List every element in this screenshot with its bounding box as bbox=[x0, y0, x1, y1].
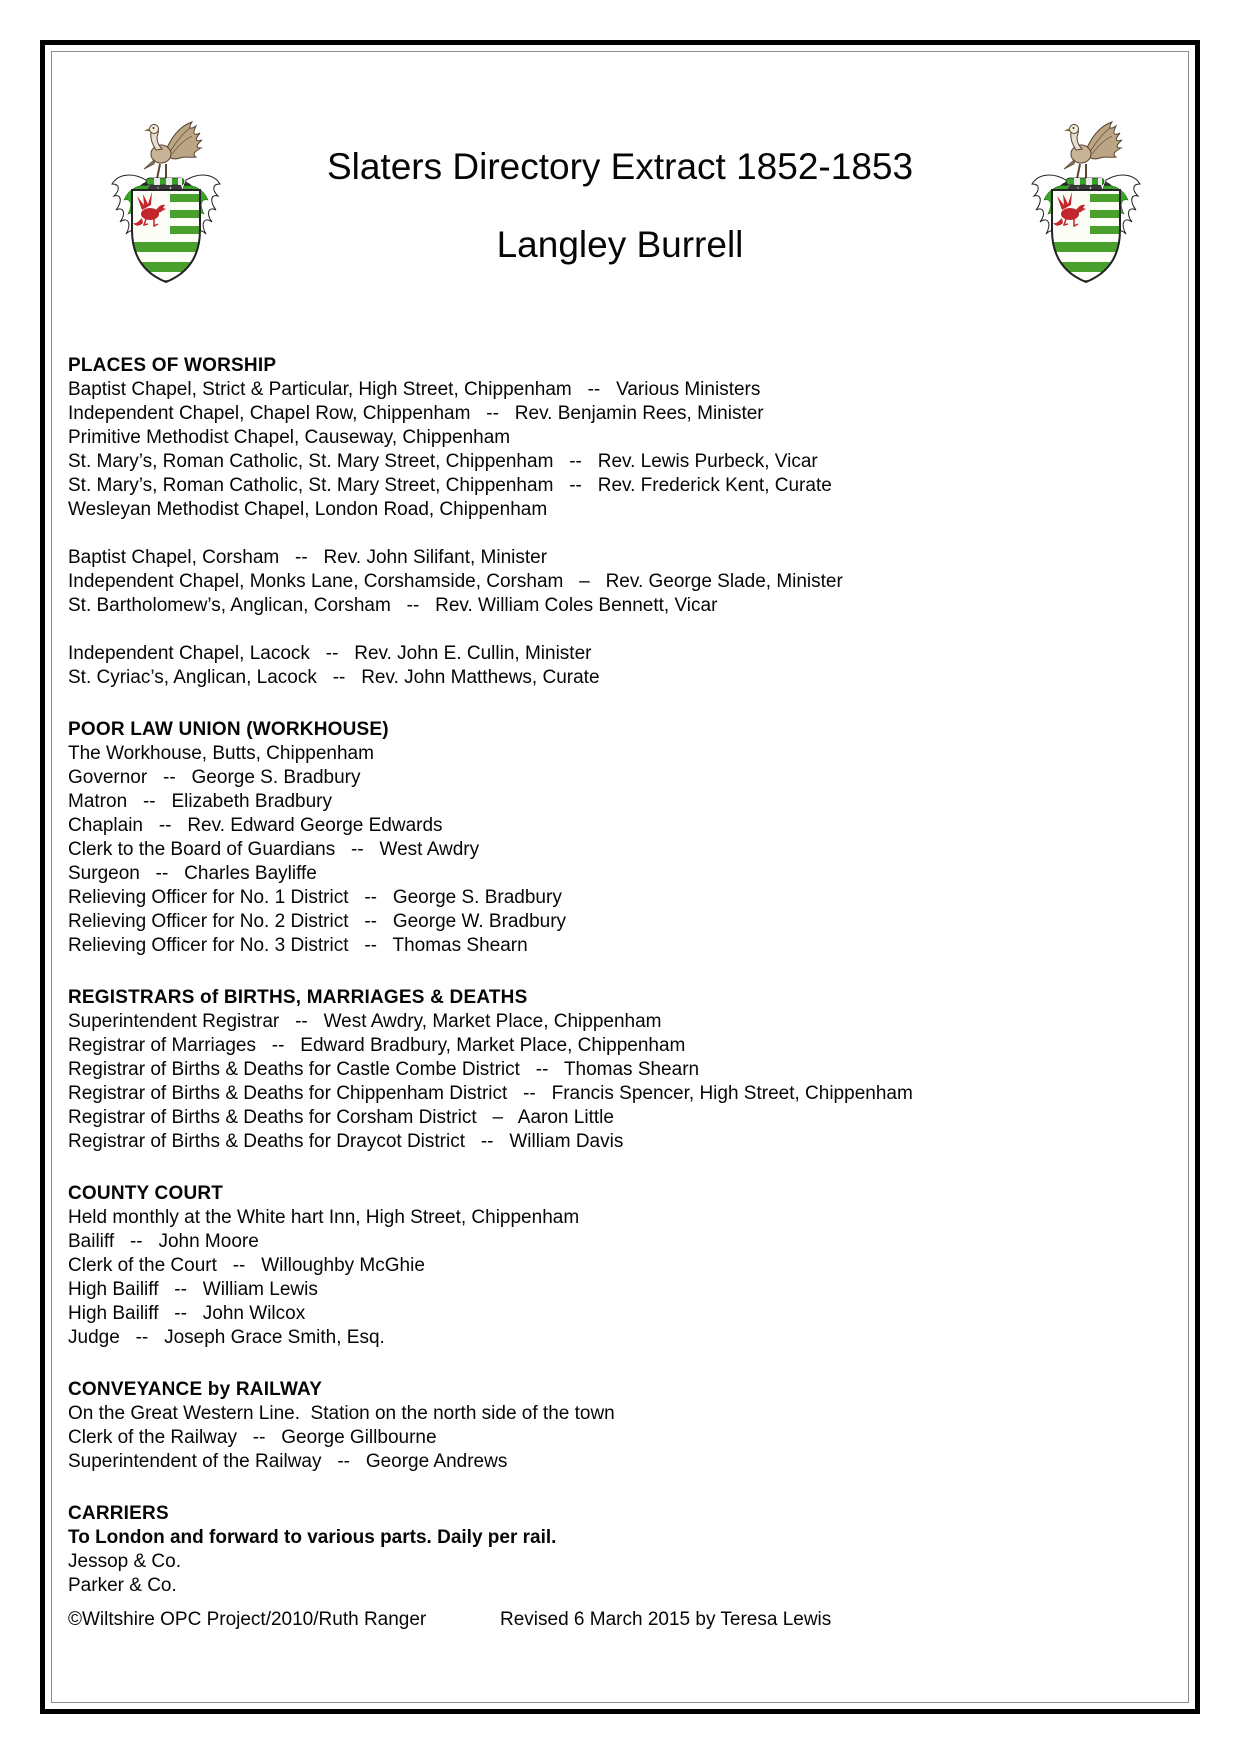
directory-line: Relieving Officer for No. 3 District -- Thomas Shearn bbox=[68, 935, 528, 956]
directory-line: Clerk to the Board of Guardians -- West Awdry bbox=[68, 839, 480, 860]
directory-line: Governor -- George S. Bradbury bbox=[68, 767, 361, 788]
directory-line: The Workhouse, Butts, Chippenham bbox=[68, 743, 374, 764]
directory-line: Bailiff -- John Moore bbox=[68, 1231, 259, 1252]
section-heading: COUNTY COURT bbox=[68, 1183, 224, 1204]
directory-content bbox=[68, 354, 1184, 1632]
directory-line: Registrar of Births & Deaths for Castle Combe District -- Thomas Shearn bbox=[68, 1059, 700, 1080]
directory-line: Surgeon -- Charles Bayliffe bbox=[68, 863, 317, 884]
directory-line: Registrar of Births & Deaths for Draycot District -- William Davis bbox=[68, 1131, 624, 1152]
directory-line: To London and forward to various parts. Daily per rail. bbox=[68, 1527, 557, 1548]
directory-line: Chaplain -- Rev. Edward George Edwards bbox=[68, 815, 443, 836]
directory-line: Registrar of Births & Deaths for Chippenham District -- Francis Spencer, High Street, Chippenham bbox=[68, 1083, 913, 1104]
directory-line: Independent Chapel, Lacock -- Rev. John E. Cullin, Minister bbox=[68, 643, 592, 664]
section-carriers bbox=[68, 1502, 1184, 1598]
directory-line: St. Mary’s, Roman Catholic, St. Mary Street, Chippenham -- Rev. Lewis Purbeck, Vicar bbox=[68, 451, 818, 472]
directory-line: Baptist Chapel, Strict & Particular, High Street, Chippenham -- Various Ministers bbox=[68, 379, 761, 400]
directory-line: Jessop & Co. bbox=[68, 1551, 181, 1572]
section-county-court bbox=[68, 1182, 1184, 1350]
page-footer bbox=[68, 1608, 1184, 1632]
directory-line: St. Bartholomew’s, Anglican, Corsham -- Rev. William Coles Bennett, Vicar bbox=[68, 595, 718, 616]
section-registrars bbox=[68, 986, 1184, 1154]
directory-line: High Bailiff -- William Lewis bbox=[68, 1279, 318, 1300]
directory-line: Clerk of the Railway -- George Gillbourne bbox=[68, 1427, 437, 1448]
directory-line: Held monthly at the White hart Inn, High Street, Chippenham bbox=[68, 1207, 580, 1228]
section-heading: REGISTRARS of BIRTHS, MARRIAGES & DEATHS bbox=[68, 987, 528, 1008]
directory-line: Relieving Officer for No. 1 District -- George S. Bradbury bbox=[68, 887, 562, 908]
directory-line: Registrar of Births & Deaths for Corsham District – Aaron Little bbox=[68, 1107, 614, 1128]
directory-line: Wesleyan Methodist Chapel, London Road, Chippenham bbox=[68, 499, 548, 520]
directory-line: Superintendent of the Railway -- George Andrews bbox=[68, 1451, 508, 1472]
directory-line: Independent Chapel, Chapel Row, Chippenham -- Rev. Benjamin Rees, Minister bbox=[68, 403, 764, 424]
directory-line: Baptist Chapel, Corsham -- Rev. John Silifant, Minister bbox=[68, 547, 548, 568]
section-places-of-worship bbox=[68, 354, 1184, 690]
revision-text: Revised 6 March 2015 by Teresa Lewis bbox=[500, 1609, 832, 1630]
directory-line: Relieving Officer for No. 2 District -- George W. Bradbury bbox=[68, 911, 567, 932]
directory-line: Registrar of Marriages -- Edward Bradbury, Market Place, Chippenham bbox=[68, 1035, 686, 1056]
directory-line: Judge -- Joseph Grace Smith, Esq. bbox=[68, 1327, 385, 1348]
directory-line: Superintendent Registrar -- West Awdry, Market Place, Chippenham bbox=[68, 1011, 662, 1032]
directory-line: On the Great Western Line. Station on the north side of the town bbox=[68, 1403, 615, 1424]
section-heading: CARRIERS bbox=[68, 1503, 169, 1524]
directory-line: Matron -- Elizabeth Bradbury bbox=[68, 791, 332, 812]
directory-line: St. Cyriac’s, Anglican, Lacock -- Rev. John Matthews, Curate bbox=[68, 667, 600, 688]
directory-line: High Bailiff -- John Wilcox bbox=[68, 1303, 306, 1324]
directory-line: Independent Chapel, Monks Lane, Corshamside, Corsham – Rev. George Slade, Minister bbox=[68, 571, 843, 592]
section-heading: POOR LAW UNION (WORKHOUSE) bbox=[68, 719, 389, 740]
copyright-text: ©Wiltshire OPC Project/2010/Ruth Ranger bbox=[68, 1609, 427, 1630]
directory-sections bbox=[68, 354, 1184, 1598]
section-heading: PLACES OF WORSHIP bbox=[68, 355, 277, 376]
directory-line bbox=[68, 618, 1184, 642]
directory-line bbox=[68, 522, 1184, 546]
directory-line: Clerk of the Court -- Willoughby McGhie bbox=[68, 1255, 425, 1276]
page-subtitle: Langley Burrell bbox=[496, 224, 744, 265]
directory-line: Primitive Methodist Chapel, Causeway, Chippenham bbox=[68, 427, 511, 448]
section-heading: CONVEYANCE by RAILWAY bbox=[68, 1379, 323, 1400]
directory-line: St. Mary’s, Roman Catholic, St. Mary Street, Chippenham -- Rev. Frederick Kent, Curate bbox=[68, 475, 832, 496]
directory-line: Parker & Co. bbox=[68, 1575, 177, 1596]
page-title: Slaters Directory Extract 1852-1853 bbox=[326, 146, 914, 187]
section-conveyance-by-railway bbox=[68, 1378, 1184, 1474]
section-poor-law-union bbox=[68, 718, 1184, 958]
